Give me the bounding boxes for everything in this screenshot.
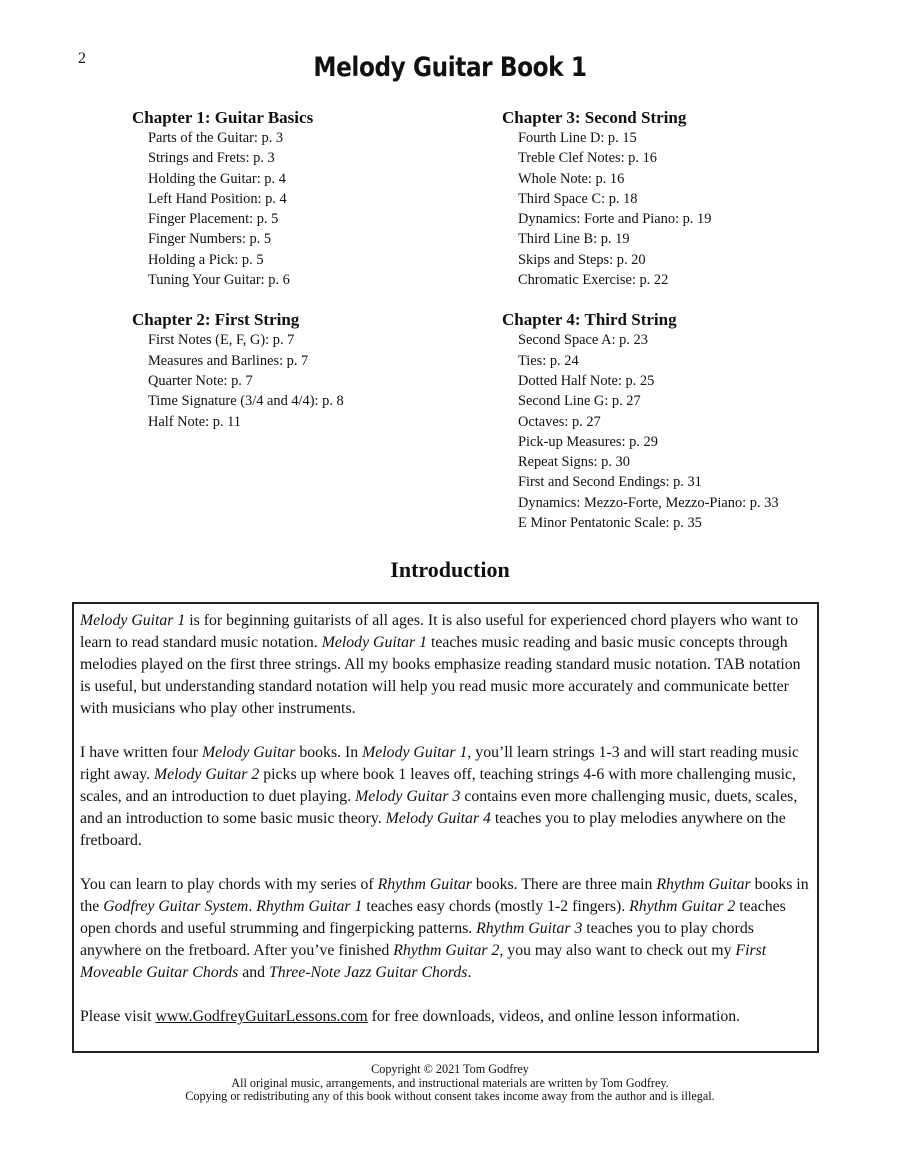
toc-entry: Chromatic Exercise: p. 22	[518, 272, 669, 289]
introduction-paragraph	[80, 742, 809, 852]
introduction-paragraph	[80, 874, 809, 984]
chapter-title: Chapter 4: Third String	[502, 310, 677, 330]
book-title-text: Rhythm Guitar 1	[256, 898, 363, 915]
book-title-text: Godfrey Guitar System	[103, 898, 249, 915]
toc-chapter	[502, 108, 842, 290]
paragraph-text: .	[467, 964, 472, 981]
book-title-text: First Moveable Guitar Chords	[80, 942, 767, 981]
paragraph-text: books. In	[295, 744, 363, 761]
book-title-text: Melody Guitar 4	[385, 810, 491, 827]
toc-entry: First and Second Endings: p. 31	[518, 474, 702, 491]
paragraph-text: teaches easy chords (mostly 1-2 fingers).	[362, 898, 630, 915]
book-title-text: Melody Guitar 1	[80, 612, 186, 629]
footer-copyright: Copyright © 2021 Tom Godfrey	[371, 1062, 529, 1076]
paragraph-text: teaches open chords and useful strumming and fingerpicking patterns.	[80, 898, 786, 937]
paragraph-text: , you’ll learn strings 1-3 and will start reading music right away.	[80, 744, 800, 783]
toc-right-column	[502, 108, 842, 553]
toc-entry: Treble Clef Notes: p. 16	[518, 150, 657, 167]
book-title-text: Melody Guitar 1	[362, 744, 468, 761]
paragraph-text: contains even more challenging music, duets, scales, and an introduction to some basic music theory.	[80, 788, 798, 827]
paragraph-text: for free downloads, videos, and online lesson information.	[367, 1008, 741, 1025]
toc-entry: Half Note: p. 11	[148, 413, 241, 430]
website-link[interactable]: www.GodfreyGuitarLessons.com	[155, 1008, 368, 1025]
paragraph-text: teaches you to play chords anywhere on the fretboard. After you’ve finished	[80, 920, 754, 959]
paragraph-text: books in the	[80, 876, 809, 915]
toc-entry: First Notes (E, F, G): p. 7	[148, 332, 295, 349]
introduction-paragraph	[80, 1006, 809, 1028]
book-title-text: Melody Guitar	[201, 744, 296, 761]
paragraph-text: teaches music reading and basic music concepts through melodies played on the first three strings. All my books emphasize reading standard music notation. TAB notation is useful, but understanding standard notation will help you read music more accurately and communicate better with musicians who play other instruments.	[80, 634, 801, 717]
toc-entry: Quarter Note: p. 7	[148, 372, 253, 389]
paragraph-text: You can learn to play chords with my series of	[80, 876, 378, 893]
toc-entry: Finger Placement: p. 5	[148, 211, 279, 228]
toc-entry: Whole Note: p. 16	[518, 170, 625, 187]
paragraph-text: teaches you to play melodies anywhere on the fretboard.	[80, 810, 786, 849]
book-title-text: Rhythm Guitar	[656, 876, 751, 893]
toc-entry: Pick-up Measures: p. 29	[518, 433, 658, 450]
toc-entry: Third Space C: p. 18	[518, 190, 638, 207]
book-title: Melody Guitar Book 1	[313, 52, 587, 83]
page-number: 2	[78, 50, 86, 67]
introduction-paragraph	[80, 610, 809, 720]
toc-entry: Repeat Signs: p. 30	[518, 454, 630, 471]
paragraph-text: .	[248, 898, 257, 915]
toc-entry: Holding a Pick: p. 5	[148, 251, 264, 268]
book-title-text: Rhythm Guitar	[377, 876, 472, 893]
toc-entry: Time Signature (3/4 and 4/4): p. 8	[148, 393, 344, 410]
toc-entry: Skips and Steps: p. 20	[518, 251, 646, 268]
toc-entry: Tuning Your Guitar: p. 6	[148, 272, 290, 289]
toc-entry: Dotted Half Note: p. 25	[518, 372, 655, 389]
toc-entry: Parts of the Guitar: p. 3	[148, 130, 284, 146]
book-title-text: Three-Note Jazz Guitar Chords	[268, 964, 468, 981]
toc-entry: Dynamics: Forte and Piano: p. 19	[518, 211, 712, 228]
chapter-title: Chapter 2: First String	[132, 310, 300, 330]
book-title-text: Melody Guitar 2	[154, 766, 260, 783]
toc-entry: Dynamics: Mezzo-Forte, Mezzo-Piano: p. 33	[518, 494, 779, 511]
toc-chapter	[132, 108, 462, 290]
toc-left-column	[132, 108, 462, 452]
paragraph-text: I have written four	[80, 744, 202, 761]
toc-entry: Strings and Frets: p. 3	[148, 150, 275, 167]
footer	[0, 1063, 900, 1104]
toc-entry: Second Space A: p. 23	[518, 332, 648, 349]
paragraph-text: picks up where book 1 leaves off, teaching strings 4-6 with more challenging music, scales, and an introduction to duet playing.	[80, 766, 796, 805]
book-title-text: Rhythm Guitar 3	[476, 920, 583, 937]
toc-entry: Third Line B: p. 19	[518, 231, 630, 248]
toc-entry: Holding the Guitar: p. 4	[148, 170, 286, 187]
paragraph-text: is for beginning guitarists of all ages. It is also useful for experienced chord players who want to learn to read standard music notation.	[80, 612, 799, 651]
chapter-title: Chapter 3: Second String	[502, 108, 687, 127]
paragraph-text: and	[238, 964, 269, 981]
footer-copying-notice: Copying or redistributing any of this book without consent takes income away from the author and is illegal.	[185, 1089, 715, 1103]
paragraph-text: , you may also want to check out my	[499, 942, 736, 959]
chapter-title: Chapter 1: Guitar Basics	[132, 108, 314, 127]
toc-entry: Ties: p. 24	[518, 352, 579, 369]
introduction-box	[72, 602, 819, 1053]
book-title-text: Melody Guitar 3	[355, 788, 461, 805]
toc-entry: E Minor Pentatonic Scale: p. 35	[518, 515, 702, 532]
toc-entry: Measures and Barlines: p. 7	[148, 352, 309, 369]
footer-authorship: All original music, arrangements, and instructional materials are written by Tom Godfrey.	[231, 1075, 669, 1090]
book-title-text: Rhythm Guitar 2	[393, 942, 500, 959]
paragraph-text: books. There are three main	[471, 876, 657, 893]
toc-entry: Left Hand Position: p. 4	[148, 190, 287, 207]
toc-entry: Finger Numbers: p. 5	[148, 231, 272, 248]
paragraph-text: Please visit	[80, 1008, 156, 1025]
toc-chapter	[132, 310, 462, 431]
toc-entry: Octaves: p. 27	[518, 413, 601, 430]
introduction-heading: Introduction	[390, 557, 510, 582]
toc-entry: Fourth Line D: p. 15	[518, 130, 637, 146]
toc-chapter	[502, 310, 842, 533]
book-title-text: Rhythm Guitar 2	[629, 898, 736, 915]
book-title-text: Melody Guitar 1	[321, 634, 428, 651]
toc-entry: Second Line G: p. 27	[518, 393, 641, 410]
